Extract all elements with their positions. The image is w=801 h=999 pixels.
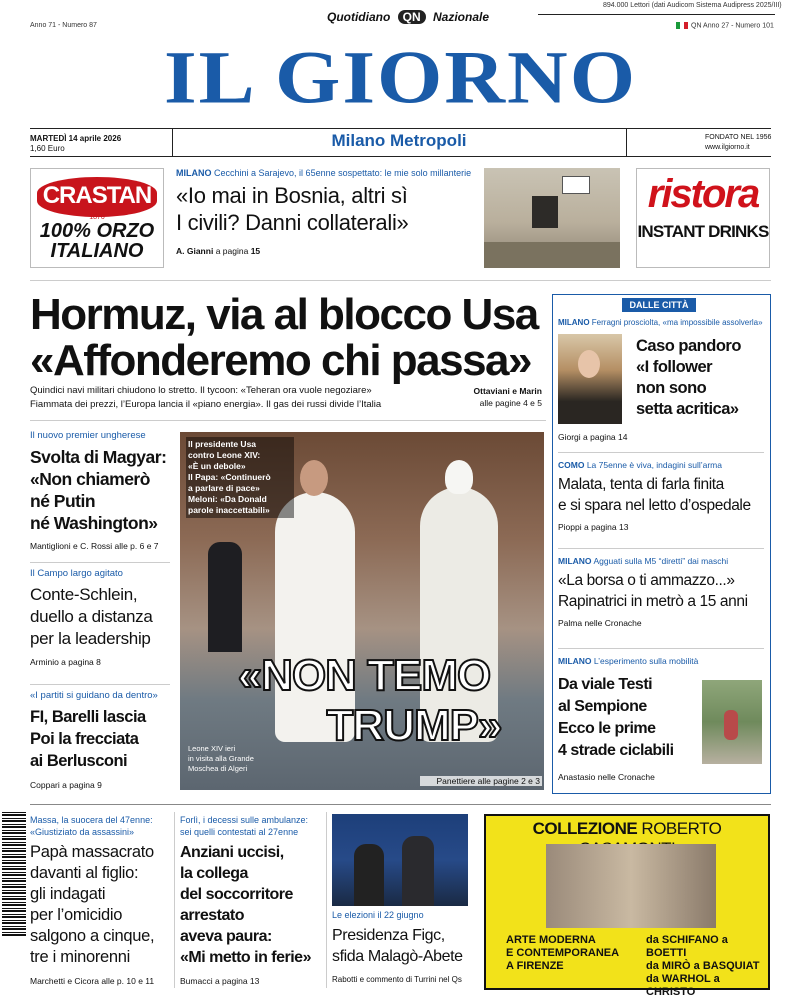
- left-headline-2: Conte-Schlein, duello a distanza per la leadership: [30, 585, 153, 648]
- left-kicker-3: «I partiti si guidano da dentro»: [30, 690, 158, 701]
- dalle-citta-label: DALLE CITTÀ: [622, 298, 696, 312]
- bottom-headline-2: Anziani uccisi, la collega del soccorritore arrestato aveva paura: «Mi metto in ferie»: [180, 844, 311, 966]
- bottom-headline-1: Papà massacrato davanti al figlio: gli indagati per l’omicidio salgono a cinque, tre i minorenni: [30, 843, 155, 966]
- left-credit-2: Arminio a pagina 8: [30, 657, 101, 667]
- city-credit-1: Giorgi a pagina 14: [558, 432, 628, 442]
- readers-note: 894.000 Lettori (dati Audicom Sistema Audipress 2025/III): [603, 2, 782, 9]
- ferragni-photo: [558, 334, 622, 424]
- ristora-sub: INSTANT DRINKS: [637, 222, 769, 241]
- bottom-kicker-1: Massa, la suocera del 47enne: «Giustiziato da assassini»: [30, 815, 153, 837]
- big-quote-1: «NON TEMO: [237, 651, 491, 700]
- casamonti-left: ARTE MODERNA E CONTEMPORANEA A FIRENZE: [506, 934, 620, 972]
- issue-date: MARTEDÌ 14 aprile 2026: [30, 134, 122, 143]
- city-headline-1: Caso pandoro «I follower non sono setta acritica»: [636, 337, 741, 418]
- big-quote-2: TRUMP»: [326, 701, 502, 750]
- left-kicker-1: Il nuovo premier ungherese: [30, 430, 146, 441]
- ristora-ad[interactable]: [636, 168, 770, 268]
- city-headline-2: Malata, tenta di farla finita e si spara nel letto d’ospedale: [558, 476, 751, 514]
- qn-tagline: [278, 10, 538, 24]
- city-story-3[interactable]: MILANO Agguati sulla M5 “diretti” dai maschi «La borsa o ti ammazzo...» Rapinatrici in metrò a 15 anni Palma nelle Cronache: [558, 556, 768, 628]
- left-credit-3: Coppari a pagina 9: [30, 780, 102, 790]
- left-story-1[interactable]: [30, 430, 170, 551]
- casamonti-title: COLLEZIONE ROBERTO: [532, 819, 722, 838]
- top-kicker: MILANO Cecchini a Sarajevo, il 65enne sospettato: le mie solo millanterie: [176, 168, 472, 178]
- website[interactable]: www.ilgiorno.it: [705, 144, 750, 151]
- barcode: [0, 808, 28, 938]
- casamonti-right: da SCHIFANO a BOETTI da MIRÒ a BASQUIAT da WARHOL a CHRISTO: [646, 934, 760, 998]
- bottom-headline-3: Presidenza Figc, sfida Malagò-Abete: [332, 927, 463, 965]
- bottom-kicker-3: Le elezioni il 22 giugno: [332, 910, 424, 920]
- bottom-credit-1: Marchetti e Cicora alle p. 10 e 11: [30, 976, 155, 986]
- issue-price: 1,60 Euro: [30, 144, 65, 153]
- top-story[interactable]: [176, 168, 476, 256]
- city-headline-4: Da viale Testi al Sempione Ecco le prime 4 strade ciclabili: [558, 676, 674, 759]
- bottom-credit-2: Bumacci a pagina 13: [180, 976, 260, 986]
- city-story-1[interactable]: MILANO Ferragni prosciolta, «ma impossibile assolverla»: [558, 318, 763, 327]
- left-story-2[interactable]: [30, 568, 170, 667]
- city-story-2[interactable]: COMO La 75enne è viva, indagini sull’arma Malata, tenta di farla finita e si spara nel letto d’ospedale Pioppi a pagina 13: [558, 460, 768, 532]
- qn-logo: QN: [398, 10, 426, 24]
- newspaper-title: IL GIORNO: [163, 35, 638, 120]
- issue-left: Anno 71 - Numero 87: [30, 22, 97, 29]
- lead-summary-1: Quindici navi militari chiudono lo stretto. Il tycoon: «Teheran ora vuole negoziare»: [30, 385, 372, 396]
- left-story-3[interactable]: [30, 690, 170, 790]
- bottom-kicker-2: Forlì, i decessi sulle ambulanze: sei quelli contestati al 27enne: [180, 815, 309, 837]
- tag-right: Nazionale: [433, 10, 490, 24]
- founded: FONDATO NEL 1956: [705, 134, 772, 141]
- crastan-logo: CRASTAN: [37, 177, 157, 217]
- top-credit: A. Gianni a pagina 15: [176, 246, 261, 256]
- bottom-credit-3: Rabotti e commento di Turrini nel Qs: [332, 975, 462, 984]
- city-story-4[interactable]: MILANO L’esperimento sulla mobilità: [558, 656, 699, 666]
- left-kicker-2: Il Campo largo agitato: [30, 568, 123, 579]
- ristora-logo: ristora: [647, 172, 759, 216]
- lead-summary-2: Fiammata dei prezzi, l’Europa lancia il «piano energia». Il gas dei russi divide l’Italia: [30, 399, 382, 410]
- photographer-figure: [208, 542, 242, 652]
- cyclist-photo: [702, 680, 762, 764]
- left-headline-1: Svolta di Magyar: «Non chiamerò né Putin né Washington»: [30, 447, 167, 533]
- lead-pages: alle pagine 4 e 5: [479, 398, 542, 408]
- casamonti-painting: [546, 844, 716, 928]
- italy-flag-icon: [676, 22, 688, 29]
- crastan-ad[interactable]: [30, 168, 164, 268]
- city-credit-2: Pioppi a pagina 13: [558, 522, 629, 532]
- left-headline-3: FI, Barelli lascia Poi la frecciata ai Berlusconi: [30, 708, 146, 770]
- crastan-line2: ITALIANO: [50, 240, 144, 262]
- city-credit-3: Palma nelle Cronache: [558, 618, 642, 628]
- lead-headline-1: Hormuz, via al blocco Usa: [30, 290, 538, 339]
- photo-caption-box: Il presidente Usa contro Leone XIV: «È un debole» Il Papa: «Continuerò a parlare di pace» Meloni: «Da Donald parole inaccettabili»: [186, 437, 294, 518]
- lead-headline-2: «Affonderemo chi passa»: [30, 336, 531, 385]
- edition-name: Milano Metropoli: [331, 131, 467, 150]
- photo-credit: Panettiere alle pagine 2 e 3: [420, 776, 542, 786]
- bottom-story-2[interactable]: [180, 814, 322, 986]
- figc-photo: [332, 814, 468, 906]
- city-headline-3: «La borsa o ti ammazzo...» Rapinatrici in metrò a 15 anni: [558, 572, 748, 610]
- city-credit-4: Anastasio nelle Cronache: [558, 772, 655, 782]
- left-credit-1: Mantiglioni e C. Rossi alle p. 6 e 7: [30, 541, 159, 551]
- issue-right: QN Anno 27 - Numero 101: [676, 22, 774, 29]
- crastan-year: 1870: [89, 214, 105, 221]
- lead-authors: Ottaviani e Marin: [473, 386, 542, 396]
- bottom-story-1[interactable]: [30, 814, 170, 986]
- top-headline: «Io mai in Bosnia, altri sì I civili? Danni collaterali»: [176, 183, 409, 235]
- crastan-line1: 100% ORZO: [39, 220, 155, 242]
- photo-caption: Leone XIV ieri in visita alla Grande Moschea di Algeri: [188, 744, 254, 773]
- tag-left: Quotidiano: [326, 10, 391, 24]
- bottom-story-3[interactable]: [332, 910, 472, 984]
- casamonti-ad[interactable]: [484, 814, 770, 998]
- sarajevo-photo: [484, 168, 620, 268]
